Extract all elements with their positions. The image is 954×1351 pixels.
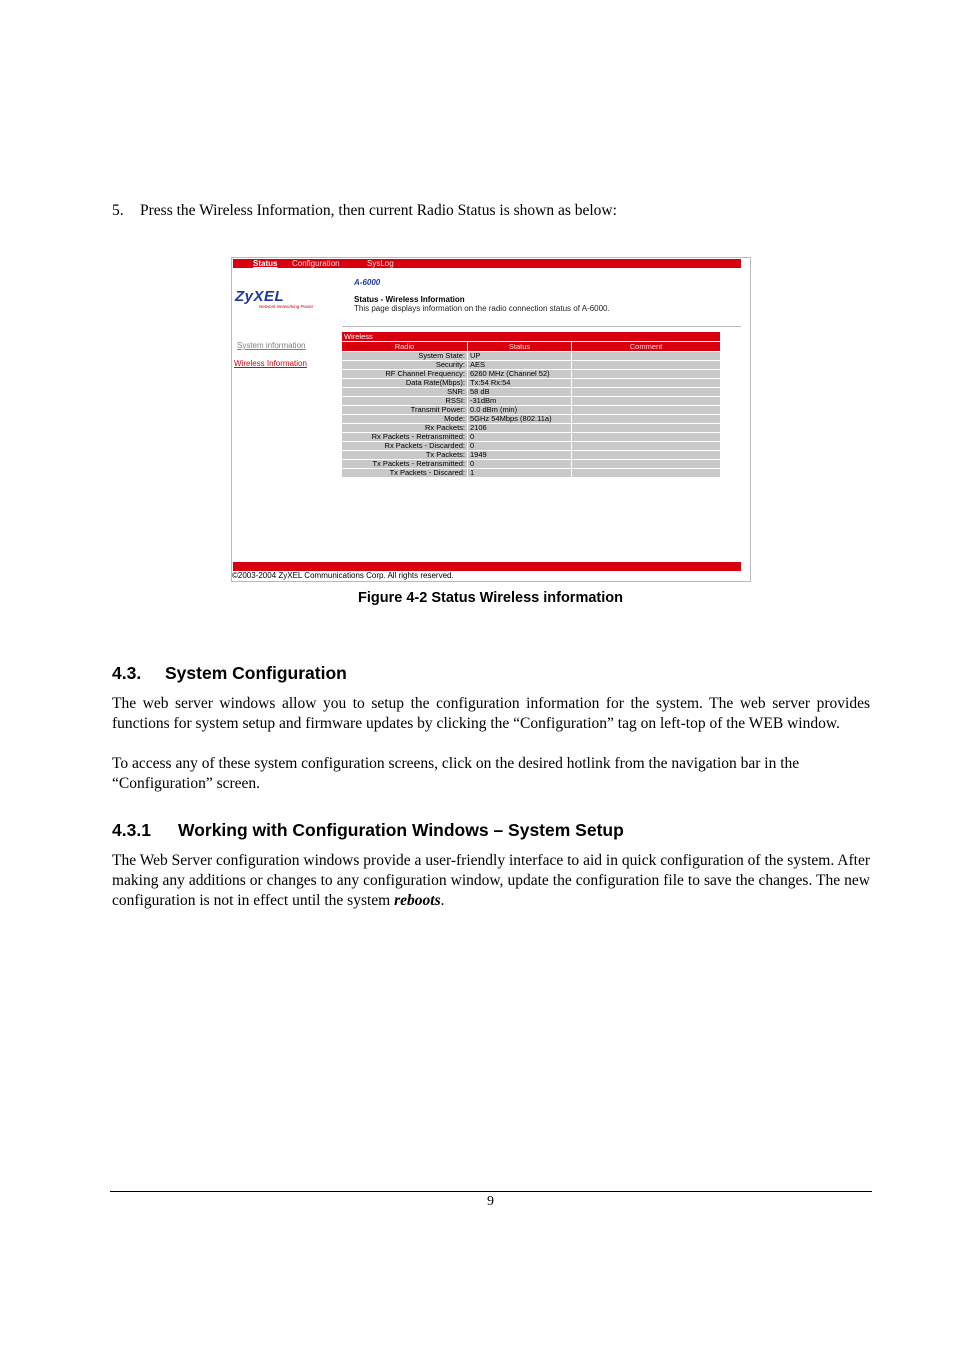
row-comment bbox=[572, 397, 720, 405]
section-title: System Configuration bbox=[165, 663, 347, 683]
row-label: Rx Packets - Retransmitted: bbox=[342, 433, 467, 441]
row-value: UP bbox=[468, 352, 571, 360]
top-tab-bar bbox=[233, 259, 741, 268]
row-comment bbox=[572, 361, 720, 369]
row-value: Tx:54 Rx:54 bbox=[468, 379, 571, 387]
header-radio: Radio bbox=[342, 342, 467, 351]
row-label: Security: bbox=[342, 361, 467, 369]
row-label: Rx Packets - Discarded: bbox=[342, 442, 467, 450]
row-value: 0 bbox=[468, 442, 571, 450]
row-value: 0 bbox=[468, 433, 571, 441]
wireless-status-screenshot bbox=[231, 257, 751, 582]
step-text: Press the Wireless Information, then current Radio Status is shown as below: bbox=[140, 202, 617, 219]
row-label: Tx Packets - Discared: bbox=[342, 469, 467, 477]
tab-status[interactable]: Status bbox=[253, 259, 278, 268]
row-comment bbox=[572, 433, 720, 441]
section-title: Working with Configuration Windows – System Setup bbox=[178, 820, 624, 840]
row-value: AES bbox=[468, 361, 571, 369]
row-label: Transmit Power: bbox=[342, 406, 467, 414]
zyxel-logo bbox=[235, 288, 313, 309]
section-4-3-1-heading bbox=[112, 820, 624, 841]
table-row bbox=[342, 433, 720, 441]
table-row bbox=[342, 451, 720, 459]
table-row bbox=[342, 379, 720, 387]
row-comment bbox=[572, 379, 720, 387]
section-number: 4.3. bbox=[112, 663, 142, 683]
footer-rule bbox=[110, 1191, 872, 1192]
table-row bbox=[342, 406, 720, 414]
table-row bbox=[342, 397, 720, 405]
table-row bbox=[342, 361, 720, 369]
page-description: This page displays information on the radio connection status of A-6000. bbox=[354, 304, 610, 313]
row-label: System State: bbox=[342, 352, 467, 360]
row-value: 0 bbox=[468, 460, 571, 468]
table-row bbox=[342, 424, 720, 432]
paragraph-text: The Web Server configuration windows provide a user-friendly interface to aid in quick configuration of the system. After making any additions or changes to any configuration window, update the configuration file to save the changes. The new configuration is not in effect until the system bbox=[112, 852, 870, 909]
divider bbox=[342, 326, 741, 327]
section-4-3-paragraph-2: To access any of these system configuration screens, click on the desired hotlink from the navigation bar in the “Configuration” screen. bbox=[112, 755, 800, 792]
row-value: 1949 bbox=[468, 451, 571, 459]
wireless-status-table bbox=[341, 331, 721, 478]
row-comment bbox=[572, 460, 720, 468]
row-value: 5GHz 54Mbps (802.11a) bbox=[468, 415, 571, 423]
row-comment bbox=[572, 406, 720, 414]
row-label: RSSI: bbox=[342, 397, 467, 405]
row-label: Mode: bbox=[342, 415, 467, 423]
figure-caption: Figure 4-2 Status Wireless information bbox=[358, 590, 623, 606]
row-value: -31dBm bbox=[468, 397, 571, 405]
row-value: 0.0 dBm (min) bbox=[468, 406, 571, 414]
row-value: 2106 bbox=[468, 424, 571, 432]
header-comment: Comment bbox=[572, 342, 720, 351]
row-comment bbox=[572, 451, 720, 459]
row-label: RF Channel Frequency: bbox=[342, 370, 467, 378]
table-caption-row bbox=[342, 332, 720, 341]
device-model: A-6000 bbox=[354, 278, 381, 287]
tab-syslog[interactable]: SysLog bbox=[367, 259, 394, 268]
table-row bbox=[342, 388, 720, 396]
tab-configuration[interactable]: Configuration bbox=[292, 259, 340, 268]
table-row bbox=[342, 370, 720, 378]
table-row bbox=[342, 352, 720, 360]
row-comment bbox=[572, 415, 720, 423]
row-comment bbox=[572, 352, 720, 360]
row-label: Tx Packets - Retransmitted: bbox=[342, 460, 467, 468]
paragraph-end: . bbox=[440, 892, 445, 909]
section-number: 4.3.1 bbox=[112, 820, 151, 840]
section-4-3-paragraph-1: The web server windows allow you to setup the configuration information for the system. The web server provides functions for system setup and firmware updates by clicking the “Configuration” tag on left-top of the WEB window. bbox=[112, 695, 870, 732]
row-value: 1 bbox=[468, 469, 571, 477]
row-comment bbox=[572, 424, 720, 432]
table-row bbox=[342, 442, 720, 450]
row-value: 58 dB bbox=[468, 388, 571, 396]
row-comment bbox=[572, 388, 720, 396]
logo-tagline: Network Networking Power bbox=[259, 304, 314, 309]
table-row bbox=[342, 460, 720, 468]
row-label: Tx Packets: bbox=[342, 451, 467, 459]
step-5 bbox=[112, 202, 617, 220]
emphasis-reboots: reboots bbox=[394, 892, 441, 909]
page-title: Status - Wireless Information bbox=[354, 295, 465, 304]
page-number: 9 bbox=[487, 1194, 494, 1209]
header-status: Status bbox=[468, 342, 571, 351]
table-row bbox=[342, 415, 720, 423]
bottom-bar bbox=[233, 562, 741, 571]
row-comment bbox=[572, 442, 720, 450]
row-label: SNR: bbox=[342, 388, 467, 396]
table-row bbox=[342, 469, 720, 477]
section-4-3-heading bbox=[112, 663, 347, 684]
row-label: Data Rate(Mbps): bbox=[342, 379, 467, 387]
table-caption: Wireless bbox=[342, 332, 720, 341]
logo-brand: ZyXEL bbox=[235, 288, 285, 305]
row-comment bbox=[572, 370, 720, 378]
nav-system-information-link[interactable]: System information bbox=[237, 341, 306, 350]
row-value: 6260 MHz (Channel 52) bbox=[468, 370, 571, 378]
section-4-3-1-paragraph bbox=[112, 851, 870, 911]
step-number: 5. bbox=[112, 202, 124, 219]
nav-wireless-information-link[interactable]: Wireless Information bbox=[234, 359, 307, 368]
copyright-text: ©2003-2004 ZyXEL Communications Corp. All rights reserved. bbox=[232, 571, 454, 580]
row-label: Rx Packets: bbox=[342, 424, 467, 432]
row-comment bbox=[572, 469, 720, 477]
table-header-row bbox=[342, 342, 720, 351]
